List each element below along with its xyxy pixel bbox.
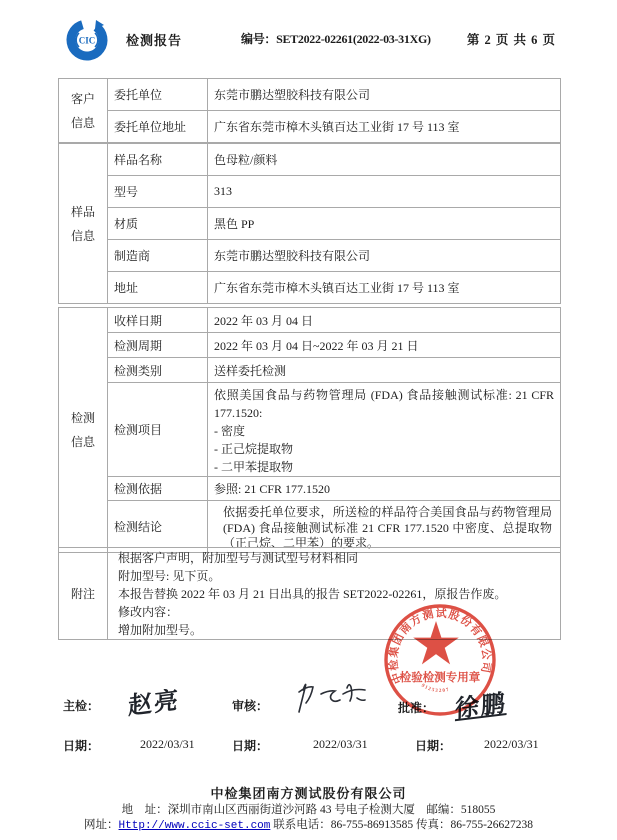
table-row xyxy=(59,308,561,333)
test-conclusion: 依据委托单位要求，所送检的样品符合美国食品与药物管理局 (FDA) 食品接触测试标准 21 CFR 177.1520 中密度、总提取物（正己烷、二甲苯）的要求。 xyxy=(208,501,561,553)
inspector-signature: 赵亮 xyxy=(127,687,180,721)
note-line: 根据客户声明，附加型号与测试型号材料相同 xyxy=(118,551,359,565)
field-label: 收样日期 xyxy=(108,308,208,333)
field-label: 检测类别 xyxy=(108,358,208,383)
test-items-cell xyxy=(208,383,561,477)
table-row xyxy=(59,176,561,208)
note-line: 本报告替换 2022 年 03 月 21 日出具的报告 SET2022-02261，原报告作废。 xyxy=(118,587,507,601)
note-line: 附加型号: 见下页。 xyxy=(118,569,221,583)
field-value: 广东省东莞市樟木头镇百达工业街 17 号 113 室 xyxy=(208,272,561,304)
svg-text:9 1 2 5 3 2 0 7 xyxy=(420,684,450,695)
table-row xyxy=(59,272,561,304)
field-label: 制造商 xyxy=(108,240,208,272)
section-label-notes: 附注 xyxy=(59,548,108,640)
table-row xyxy=(59,501,561,553)
test-items-intro: 依照美国食品与药物管理局 (FDA) 食品接触测试标准: 21 CFR 177.1520: xyxy=(214,388,554,420)
field-value: 东莞市鹏达塑胶科技有限公司 xyxy=(208,79,561,111)
test-item: - 正己烷提取物 xyxy=(214,442,293,456)
table-row xyxy=(59,477,561,501)
field-label: 检测周期 xyxy=(108,333,208,358)
date-label: 日期： xyxy=(63,739,100,753)
table-row xyxy=(59,79,561,111)
inspector-date: 2022/03/31 xyxy=(140,737,195,751)
report-number-value: SET2022-02261(2022-03-31XG) xyxy=(276,32,431,46)
field-label: 委托单位地址 xyxy=(108,111,208,143)
document-title: 检测报告 xyxy=(126,33,183,48)
field-value: 色母粒/颜料 xyxy=(208,144,561,176)
field-value: 黑色 PP xyxy=(208,208,561,240)
field-value: 东莞市鹏达塑胶科技有限公司 xyxy=(208,240,561,272)
stamp-banner-text: 检验检测专用章 xyxy=(399,672,481,684)
table-row xyxy=(59,358,561,383)
section-label-sample: 样品 信息 xyxy=(59,144,108,304)
table-row xyxy=(59,383,561,477)
website-label: 网址： xyxy=(84,819,119,831)
section-label-test: 检测 信息 xyxy=(59,308,108,553)
footer-company-name: 中检集团南方测试股份有限公司 xyxy=(210,786,407,801)
field-value: 参照: 21 CFR 177.1520 xyxy=(208,477,561,501)
stamp-ring-text: 中检集团南方测试股份有限公司 xyxy=(387,607,493,686)
field-label: 材质 xyxy=(108,208,208,240)
field-value: 送样委托检测 xyxy=(208,358,561,383)
footer-contact-line xyxy=(0,816,617,832)
field-label: 样品名称 xyxy=(108,144,208,176)
website-link[interactable]: Http://www.ccic-set.com xyxy=(118,820,271,832)
field-label: 委托单位 xyxy=(108,79,208,111)
customer-info-table xyxy=(58,78,561,143)
table-row xyxy=(59,144,561,176)
date-label: 日期： xyxy=(415,739,452,753)
date-label: 日期： xyxy=(232,739,269,753)
reviewer-signature xyxy=(295,676,373,718)
reviewer-date: 2022/03/31 xyxy=(313,737,368,751)
approver-date: 2022/03/31 xyxy=(484,737,539,751)
reviewer-label: 审核： xyxy=(232,699,269,713)
field-label: 检测结论 xyxy=(108,501,208,553)
field-value: 广东省东莞市樟木头镇百达工业街 17 号 113 室 xyxy=(208,111,561,143)
test-info-table xyxy=(58,307,561,553)
table-row xyxy=(59,111,561,143)
logo-text: CIC xyxy=(78,35,96,46)
approver-signature: 徐鹏 xyxy=(454,690,507,724)
footer-address: 地 址：深圳市南山区西丽街道沙河路 43 号电子检测大厦 邮编：518055 xyxy=(121,804,496,816)
report-number-label: 编号： xyxy=(241,32,277,46)
approver-label: 批准： xyxy=(398,701,435,715)
report-number xyxy=(241,30,431,47)
field-label: 型号 xyxy=(108,176,208,208)
section-label-customer: 客户 信息 xyxy=(59,79,108,143)
footer-phone-fax: 联系电话：86-755-86913585 传真：86-755-26627238 xyxy=(270,819,533,831)
page-indicator: 第 2 页 共 6 页 xyxy=(466,33,556,47)
field-value: 313 xyxy=(208,176,561,208)
inspector-label: 主检： xyxy=(63,699,100,713)
field-label: 地址 xyxy=(108,272,208,304)
test-item: - 密度 xyxy=(214,424,245,438)
note-line: 修改内容： xyxy=(118,605,179,619)
cic-logo-icon xyxy=(63,16,111,64)
field-label: 检测项目 xyxy=(108,383,208,477)
test-item: - 二甲苯提取物 xyxy=(214,460,293,474)
field-value: 2022 年 03 月 04 日~2022 年 03 月 21 日 xyxy=(208,333,561,358)
table-row xyxy=(59,208,561,240)
sample-info-table xyxy=(58,143,561,304)
note-line: 增加附加型号。 xyxy=(118,623,203,637)
field-label: 检测依据 xyxy=(108,477,208,501)
field-value: 2022 年 03 月 04 日 xyxy=(208,308,561,333)
table-row xyxy=(59,240,561,272)
stamp-serial: 9 1 2 5 3 2 0 7 xyxy=(420,683,450,695)
table-row xyxy=(59,333,561,358)
